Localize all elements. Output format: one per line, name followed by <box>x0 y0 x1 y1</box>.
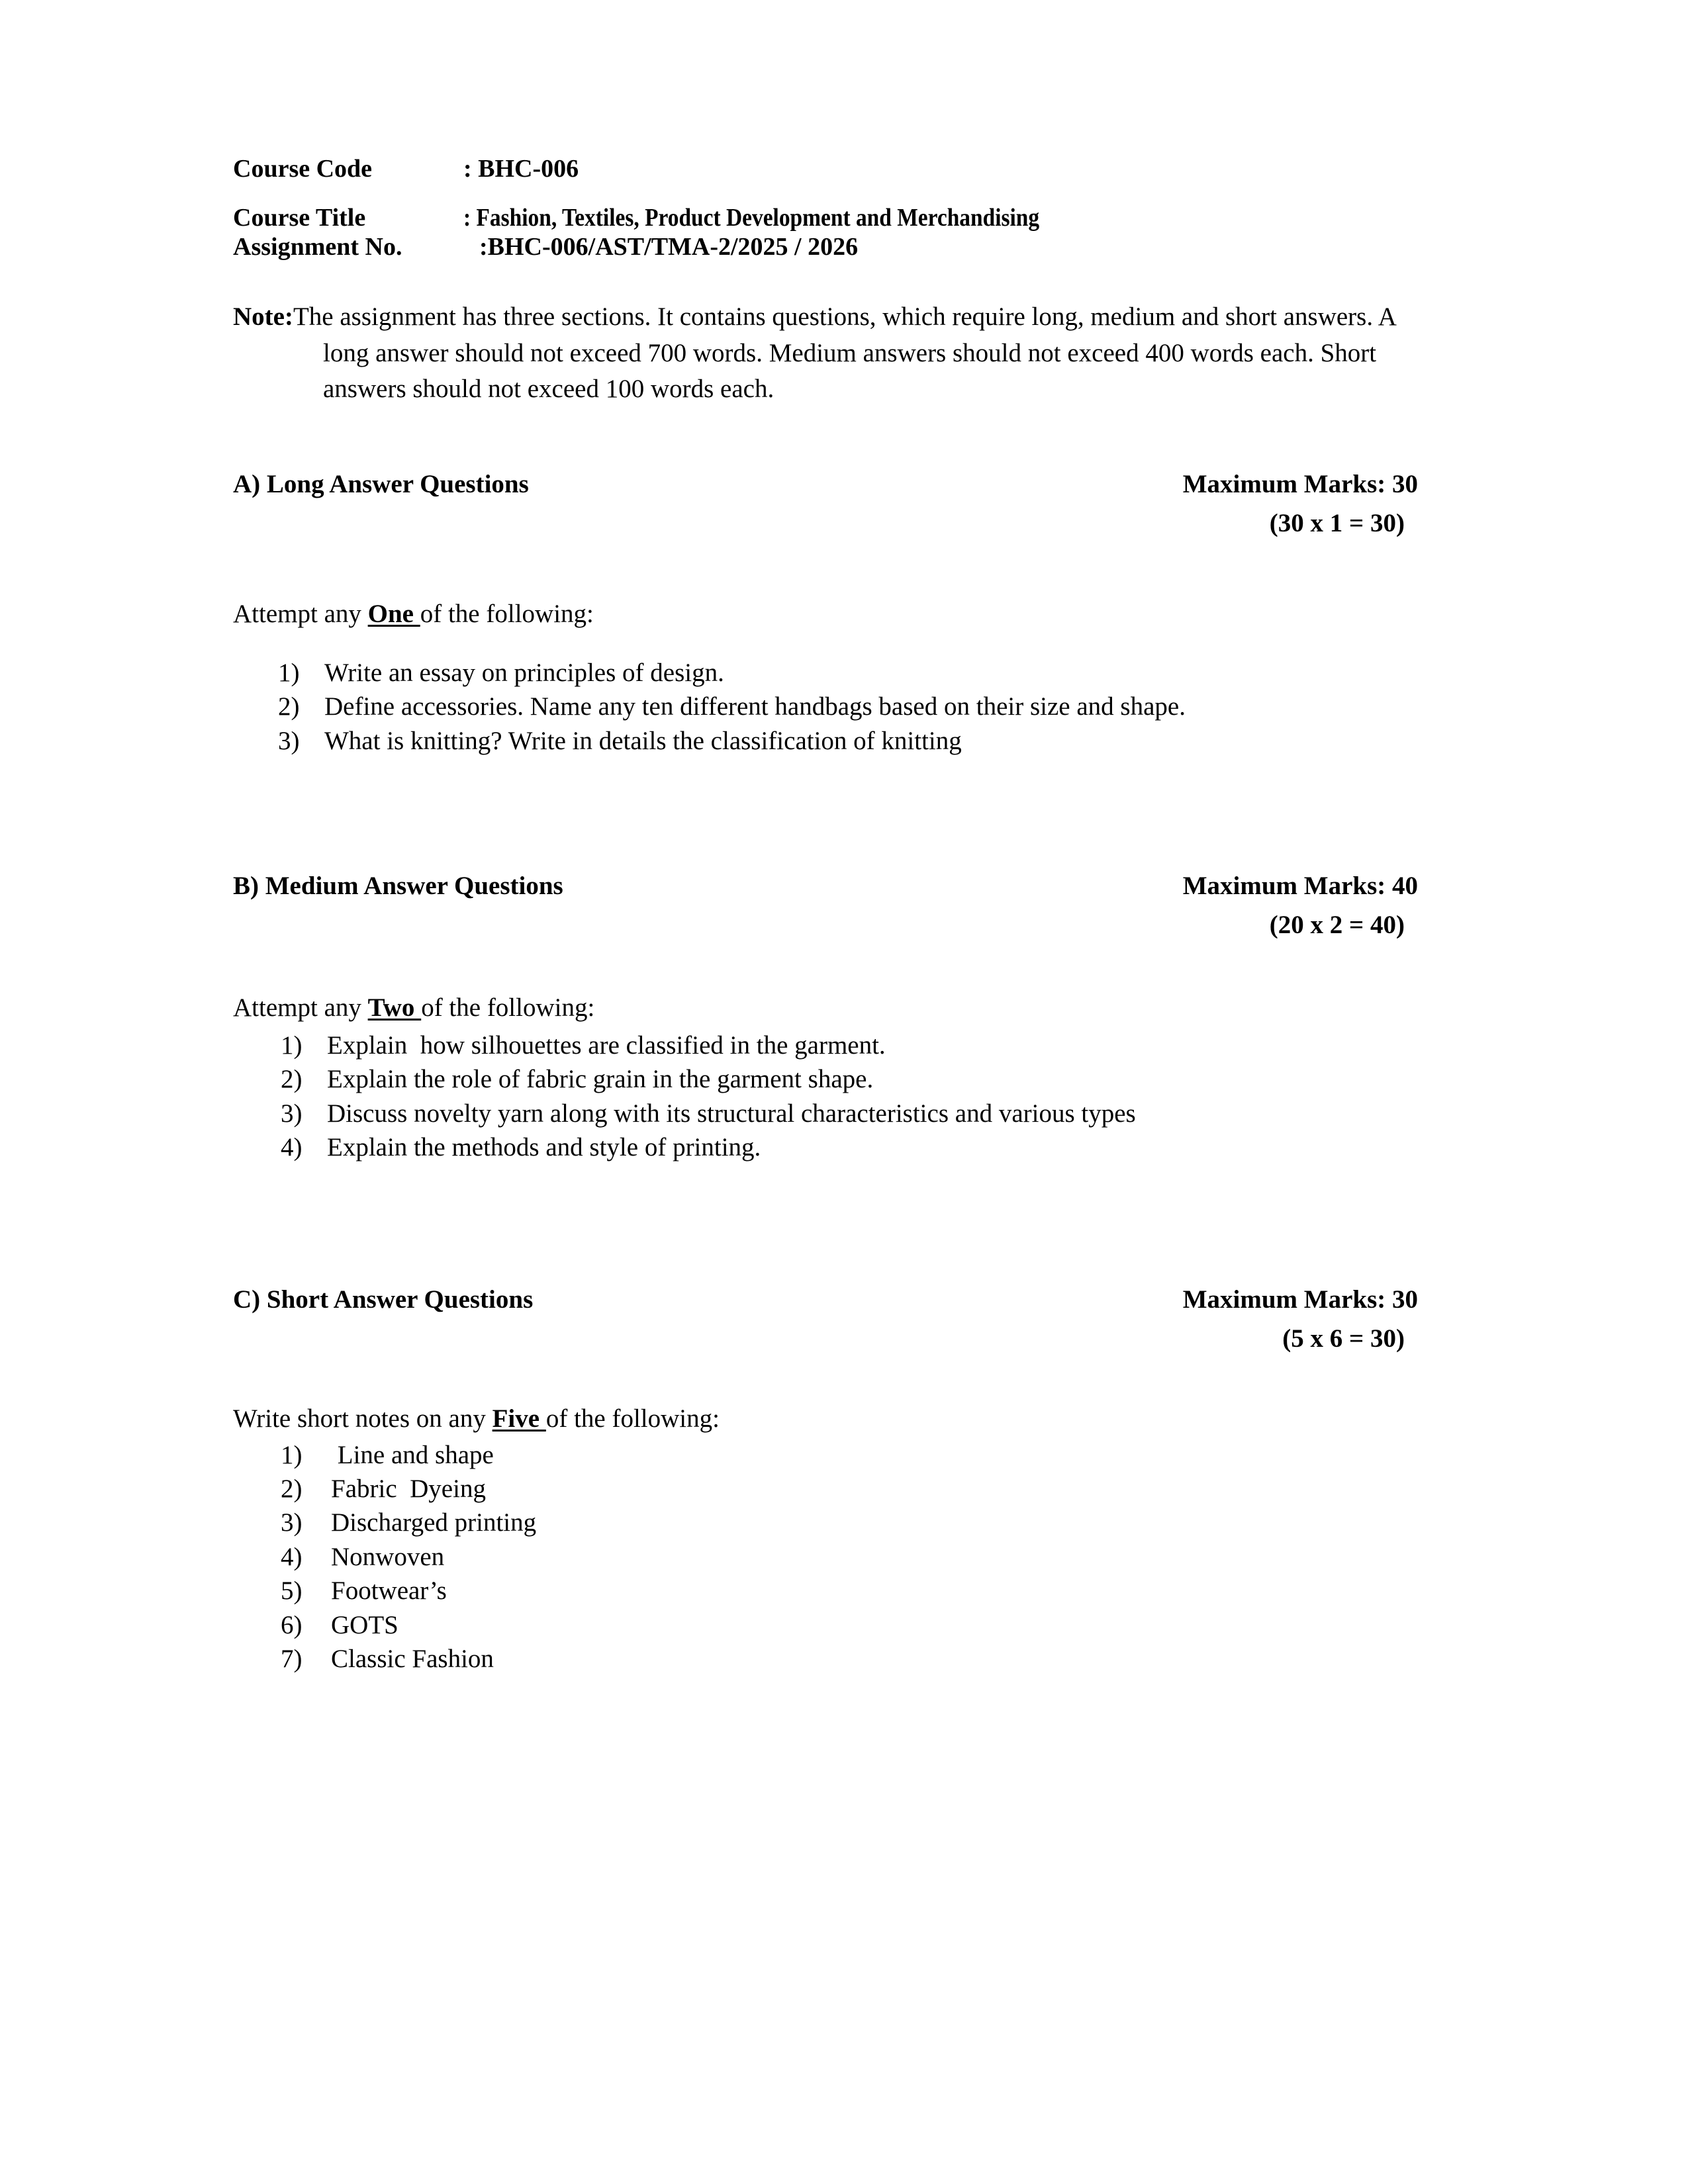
list-item <box>281 1608 1418 1642</box>
meta-row-assignment-no <box>233 234 1418 259</box>
question-text: Discuss novelty yarn along with its structural characteristics and various types <box>327 1099 1136 1128</box>
section-c-attempt-prefix: Write short notes on any <box>233 1404 492 1433</box>
section-a-header <box>233 471 1418 537</box>
section-a-max-marks: Maximum Marks: 30 <box>1182 469 1418 498</box>
question-number: 2) <box>281 1065 303 1094</box>
question-text: Nonwoven <box>331 1542 445 1571</box>
section-c-calculation: (5 x 6 = 30) <box>1282 1324 1405 1353</box>
section-b-marks-block <box>1183 873 1418 939</box>
section-c-title: C) Short Answer Questions <box>233 1285 534 1314</box>
list-item <box>278 724 1418 758</box>
list-item <box>281 1642 1418 1676</box>
section-c-attempt-instruction <box>233 1406 1418 1433</box>
section-long-answer <box>233 471 1418 758</box>
question-text: Footwear’s <box>331 1576 447 1606</box>
section-a-attempt-suffix: of the following: <box>420 599 594 628</box>
question-text: Fabric Dyeing <box>331 1474 486 1503</box>
course-code-value: : BHC-006 <box>463 155 579 183</box>
meta-row-course-code <box>233 156 1418 181</box>
question-number: 3) <box>281 1508 303 1537</box>
assignment-no-label: Assignment No. <box>233 233 402 261</box>
question-text: Explain the role of fabric grain in the garment shape. <box>327 1065 874 1094</box>
list-item <box>281 1540 1418 1574</box>
section-c-attempt-emphasis: Five <box>492 1404 546 1433</box>
question-text: What is knitting? Write in details the classification of knitting <box>324 726 962 755</box>
list-item <box>281 1028 1418 1062</box>
document-content <box>233 156 1418 1676</box>
section-b-attempt-suffix: of the following: <box>421 993 595 1022</box>
question-number: 2) <box>278 692 300 721</box>
question-number: 6) <box>281 1610 303 1639</box>
question-text: GOTS <box>331 1610 399 1639</box>
section-b-max-marks: Maximum Marks: 40 <box>1182 872 1418 900</box>
list-item <box>278 656 1418 690</box>
section-b-attempt-instruction <box>233 995 1418 1022</box>
section-a-title: A) Long Answer Questions <box>233 469 529 498</box>
list-item <box>281 1130 1418 1164</box>
section-b-question-list <box>233 1028 1418 1165</box>
section-a-attempt-instruction <box>233 601 1418 628</box>
section-a-attempt-prefix: Attempt any <box>233 599 368 628</box>
section-b-title: B) Medium Answer Questions <box>233 872 563 900</box>
meta-row-course-title <box>233 205 1418 230</box>
question-number: 1) <box>281 1030 303 1060</box>
note-block <box>233 299 1398 408</box>
note-label: Note: <box>233 302 293 331</box>
list-item <box>281 1506 1418 1539</box>
course-title-value: : Fashion, Textiles, Product Development and Merchandising <box>463 204 1040 232</box>
list-item <box>281 1097 1418 1130</box>
section-c-max-marks: Maximum Marks: 30 <box>1182 1285 1418 1314</box>
list-item <box>281 1438 1418 1472</box>
question-number: 5) <box>281 1576 303 1606</box>
list-item <box>281 1472 1418 1506</box>
question-number: 4) <box>281 1542 303 1571</box>
question-text: Classic Fashion <box>331 1645 494 1674</box>
section-a-attempt-emphasis: One <box>367 599 420 628</box>
question-text: Line and shape <box>331 1440 494 1469</box>
section-c-attempt-suffix: of the following: <box>545 1404 720 1433</box>
question-number: 3) <box>281 1099 303 1128</box>
question-number: 1) <box>278 658 300 687</box>
question-text: Write an essay on principles of design. <box>324 658 724 687</box>
question-number: 4) <box>281 1133 303 1162</box>
question-number: 7) <box>281 1645 303 1674</box>
section-c-question-list <box>233 1438 1418 1676</box>
section-b-attempt-prefix: Attempt any <box>233 993 368 1022</box>
course-code-label: Course Code <box>233 155 373 183</box>
section-a-marks-block <box>1183 471 1418 537</box>
question-text: Explain how silhouettes are classified in the garment. <box>327 1030 886 1060</box>
course-meta-block <box>233 156 1418 259</box>
section-b-calculation: (20 x 2 = 40) <box>1269 910 1405 939</box>
section-b-header <box>233 873 1418 939</box>
list-item <box>281 1062 1418 1096</box>
section-short-answer <box>233 1287 1418 1676</box>
question-text: Discharged printing <box>331 1508 537 1537</box>
list-item <box>278 690 1418 723</box>
question-number: 2) <box>281 1474 303 1503</box>
section-c-marks-block <box>1183 1287 1418 1353</box>
section-c-header <box>233 1287 1418 1353</box>
question-text: Define accessories. Name any ten different handbags based on their size and shape. <box>324 692 1186 721</box>
section-b-attempt-emphasis: Two <box>367 993 422 1022</box>
note-text: The assignment has three sections. It contains questions, which require long, medium and short answers. A long answer should not exceed 700 words. Medium answers should not exceed 400 words each. Short answers should not exceed 100 words each. <box>293 302 1395 404</box>
course-title-label: Course Title <box>233 204 366 232</box>
section-medium-answer <box>233 873 1418 1165</box>
question-number: 3) <box>278 726 300 755</box>
section-a-calculation: (30 x 1 = 30) <box>1269 508 1405 537</box>
question-text: Explain the methods and style of printing. <box>327 1133 761 1162</box>
list-item <box>281 1574 1418 1608</box>
assignment-no-value: :BHC-006/AST/TMA-2/2025 / 2026 <box>479 233 859 261</box>
section-a-question-list <box>233 656 1418 758</box>
question-number: 1) <box>281 1440 303 1469</box>
